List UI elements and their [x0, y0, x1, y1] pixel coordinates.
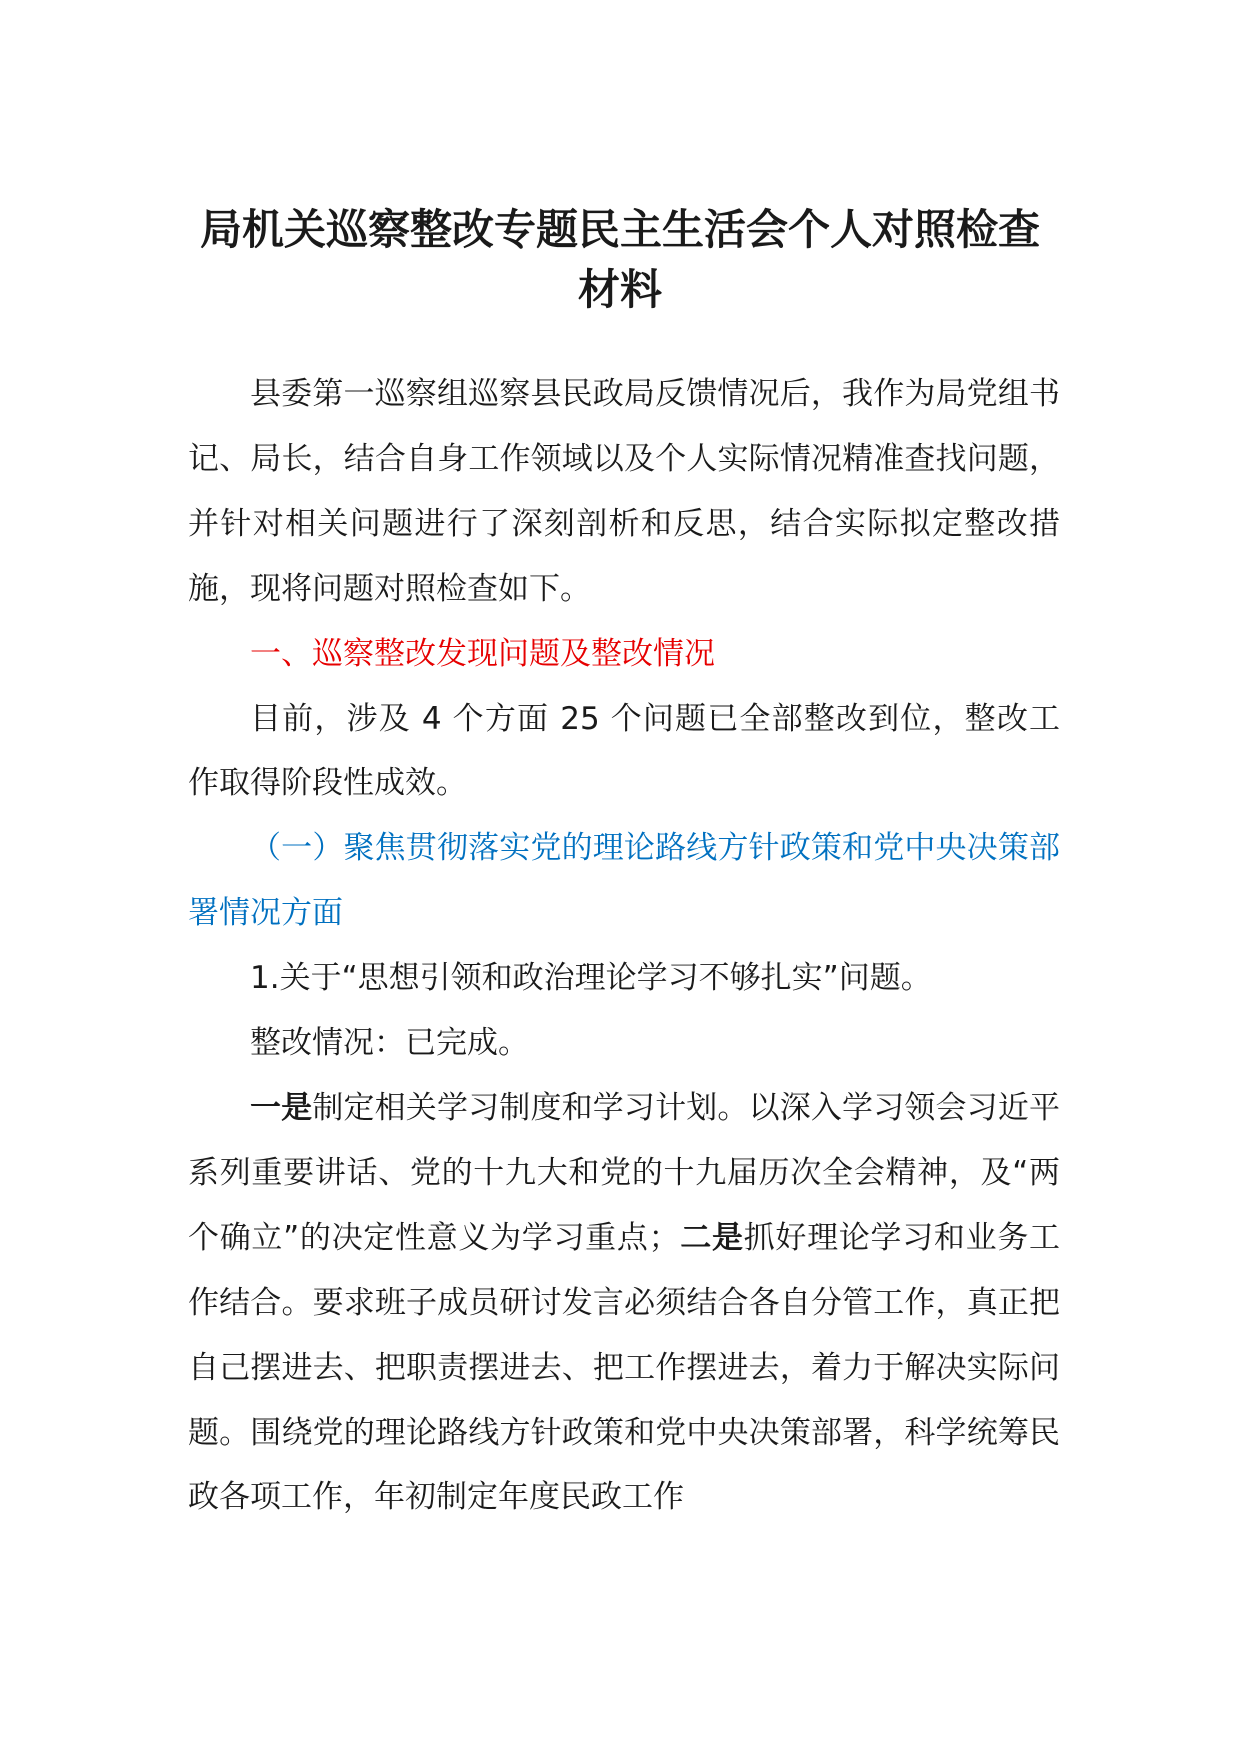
intro-paragraph: 县委第一巡察组巡察县民政局反馈情况后，我作为局党组书记、局长，结合自身工作领域以及个人实际情况精准查找问题，并针对相关问题进行了深刻剖析和反思，结合实际拟定整改措施，现将问题对照检查如下。: [188, 376, 1060, 607]
document-title: 局机关巡察整改专题民主生活会个人对照检查材料: [199, 205, 1040, 314]
measure-one-lead: 一是: [250, 1089, 313, 1126]
measure-two-text: 抓好理论学习和业务工作结合。要求班子成员研讨发言必须结合各自分管工作，真正把自己摆进去、把职责摆进去、把工作摆进去，着力于解决实际问题。围绕党的理论路线方针政策和党中央决策部署，科学统筹民政各项工作，年初制定年度民政工作: [188, 1219, 1061, 1516]
item-status: 整改情况：已完成。: [250, 1025, 529, 1062]
measure-two-lead: 二是: [679, 1219, 744, 1256]
measures-paragraph: [188, 1076, 1060, 1530]
item-title: 1.关于“思想引领和政治理论学习不够扎实”问题。: [250, 960, 932, 997]
section-heading: 一、巡察整改发现问题及整改情况: [250, 635, 715, 672]
section-summary-paragraph: 目前，涉及 4 个方面 25 个问题已全部整改到位，整改工作取得阶段性成效。: [188, 700, 1060, 802]
measure-one-text: 制定相关学习制度和学习计划。以深入学习领会习近平系列重要讲话、党的十九大和党的十九届历次全会精神，及“两个确立”的决定性意义为学习重点；: [188, 1089, 1061, 1256]
subsection-heading: （一）聚焦贯彻落实党的理论路线方针政策和党中央决策部署情况方面: [188, 830, 1060, 932]
document-body: [188, 362, 1060, 1530]
